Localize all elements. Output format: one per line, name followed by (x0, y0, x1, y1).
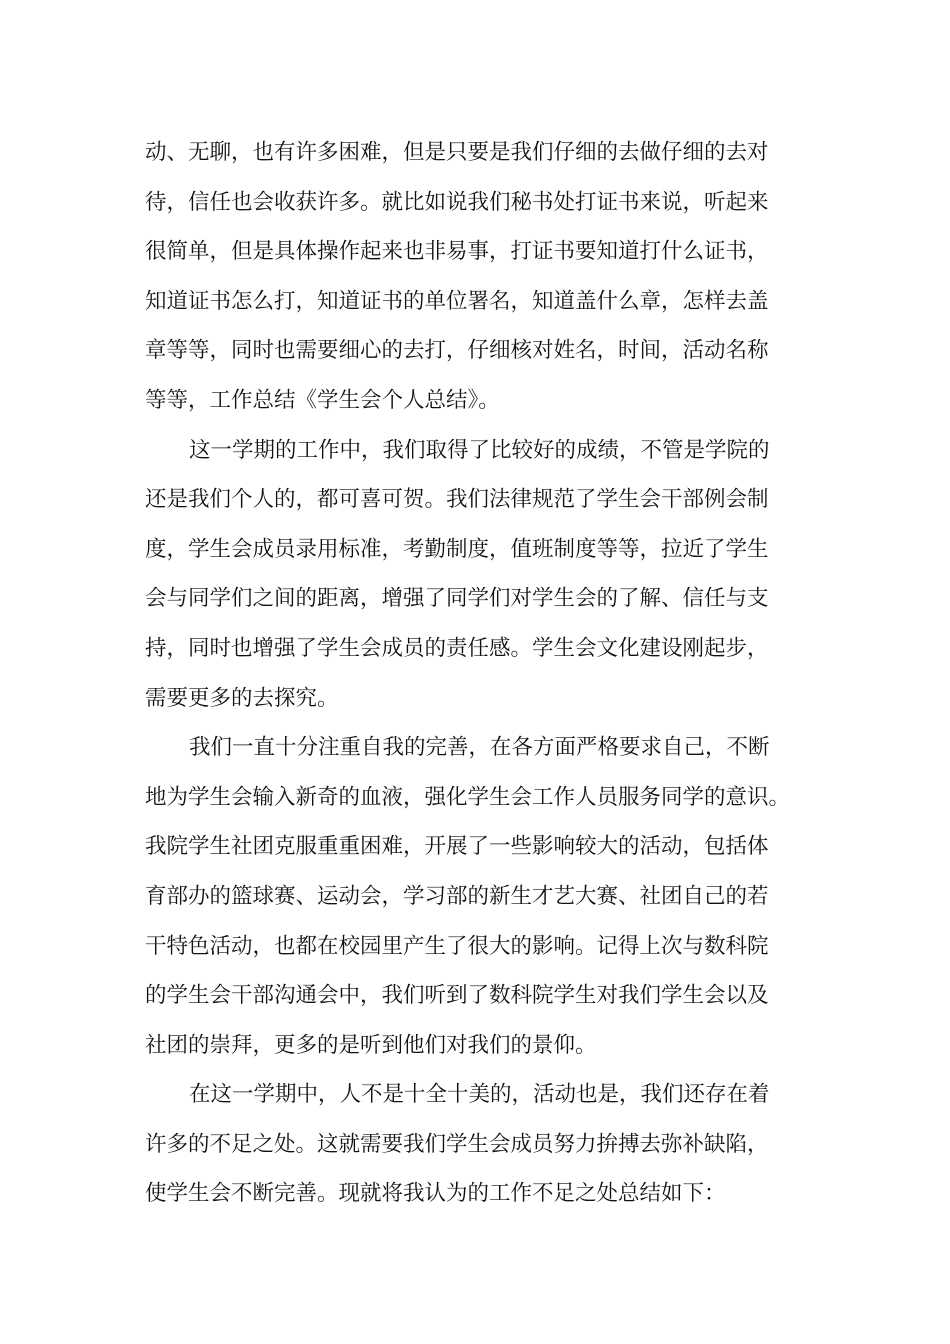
text-line: 知道证书怎么打，知道证书的单位署名，知道盖什么章，怎样去盖 (145, 288, 769, 314)
text-line: 还是我们个人的，都可喜可贺。我们法律规范了学生会干部例会制 (145, 487, 769, 513)
text-line: 地为学生会输入新奇的血液，强化学生会工作人员服务同学的意识。 (145, 784, 791, 810)
text-line: 需要更多的去探究。 (145, 685, 339, 711)
text-line: 度，学生会成员录用标准，考勤制度，值班制度等等，拉近了学生 (145, 536, 769, 562)
paragraph (145, 1070, 807, 1219)
paragraph (145, 128, 807, 426)
paragraph (145, 723, 807, 1070)
text-line: 我院学生社团克服重重困难，开展了一些影响较大的活动，包括体 (145, 834, 769, 860)
text-line: 使学生会不断完善。现就将我认为的工作不足之处总结如下： (145, 1181, 726, 1207)
document-body (145, 128, 807, 1219)
text-line: 的学生会干部沟通会中，我们听到了数科院学生对我们学生会以及 (145, 983, 769, 1009)
text-line: 这一学期的工作中，我们取得了比较好的成绩，不管是学院的 (189, 437, 770, 463)
text-line: 很简单，但是具体操作起来也非易事，打证书要知道打什么证书， (145, 239, 769, 265)
text-line: 我们一直十分注重自我的完善，在各方面严格要求自己，不断 (189, 735, 770, 761)
text-line: 许多的不足之处。这就需要我们学生会成员努力拚搏去弥补缺陷， (145, 1131, 769, 1157)
text-line: 在这一学期中，人不是十全十美的，活动也是，我们还存在着 (189, 1082, 770, 1108)
paragraph (145, 426, 807, 724)
text-line: 社团的崇拜，更多的是听到他们对我们的景仰。 (145, 1032, 597, 1058)
text-line: 干特色活动，也都在校园里产生了很大的影响。记得上次与数科院 (145, 933, 769, 959)
text-line: 持，同时也增强了学生会成员的责任感。学生会文化建设刚起步， (145, 635, 769, 661)
text-line: 等等，工作总结《学生会个人总结》。 (145, 387, 500, 413)
text-line: 待，信任也会收获许多。就比如说我们秘书处打证书来说，听起来 (145, 189, 769, 215)
text-line: 动、无聊，也有许多困难，但是只要是我们仔细的去做仔细的去对 (145, 140, 769, 165)
text-line: 会与同学们之间的距离，增强了同学们对学生会的了解、信任与支 (145, 586, 769, 612)
text-line: 章等等，同时也需要细心的去打，仔细核对姓名，时间，活动名称 (145, 338, 769, 364)
text-line: 育部办的篮球赛、运动会，学习部的新生才艺大赛、社团自己的若 (145, 883, 769, 909)
